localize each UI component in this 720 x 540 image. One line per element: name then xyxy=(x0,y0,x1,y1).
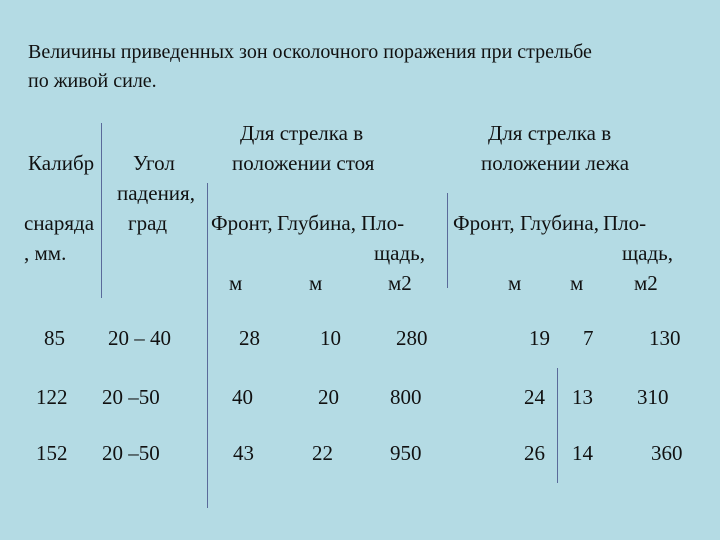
header-standing-line-2: положении стоя xyxy=(232,151,375,175)
title-line-1: Величины приведенных зон осколочного поражения при стрельбе xyxy=(28,41,592,63)
header-lying-unit-depth: м xyxy=(570,271,584,295)
cell-caliber: 85 xyxy=(44,326,65,350)
header-caliber-line-2: снаряда xyxy=(24,211,95,235)
cell-lying-area: 310 xyxy=(637,385,669,409)
cell-standing-front: 43 xyxy=(233,441,254,465)
header-lying-area-1: Пло- xyxy=(603,211,647,235)
cell-lying-front: 26 xyxy=(524,441,545,465)
header-lying-unit-front: м xyxy=(508,271,522,295)
cell-angle: 20 – 40 xyxy=(108,326,171,350)
header-angle-line-2: падения, xyxy=(117,181,195,205)
cell-standing-depth: 22 xyxy=(312,441,333,465)
cell-lying-area: 130 xyxy=(649,326,681,350)
header-angle-line-1: Угол xyxy=(133,151,175,175)
cell-lying-depth: 13 xyxy=(572,385,593,409)
header-lying-depth: Глубина, xyxy=(520,211,599,235)
cell-angle: 20 –50 xyxy=(102,441,160,465)
page-title xyxy=(28,38,708,96)
cell-standing-depth: 20 xyxy=(318,385,339,409)
divider-caliber xyxy=(101,123,102,298)
title-line-2: по живой силе. xyxy=(28,70,157,92)
cell-standing-area: 950 xyxy=(390,441,422,465)
cell-standing-depth: 10 xyxy=(320,326,341,350)
cell-lying-depth: 7 xyxy=(583,326,594,350)
divider-angle xyxy=(207,183,208,508)
cell-caliber: 122 xyxy=(36,385,68,409)
cell-standing-area: 800 xyxy=(390,385,422,409)
header-caliber-line-3: , мм. xyxy=(24,241,67,265)
cell-lying-area: 360 xyxy=(651,441,683,465)
cell-caliber: 152 xyxy=(36,441,68,465)
header-standing-area-2: щадь, xyxy=(374,241,426,265)
header-standing-unit-depth: м xyxy=(309,271,323,295)
header-lying-unit-area: м2 xyxy=(634,271,658,295)
divider-lying-lower xyxy=(557,368,558,483)
cell-lying-front: 19 xyxy=(529,326,550,350)
header-lying-area-2: щадь, xyxy=(622,241,674,265)
cell-standing-front: 40 xyxy=(232,385,253,409)
cell-lying-front: 24 xyxy=(524,385,545,409)
divider-standing xyxy=(447,193,448,288)
cell-standing-front: 28 xyxy=(239,326,260,350)
header-standing-unit-area: м2 xyxy=(388,271,412,295)
header-lying-front: Фронт, xyxy=(453,211,515,235)
header-standing-front: Фронт, xyxy=(211,211,273,235)
cell-standing-area: 280 xyxy=(396,326,428,350)
header-standing-area-1: Пло- xyxy=(361,211,405,235)
cell-angle: 20 –50 xyxy=(102,385,160,409)
cell-lying-depth: 14 xyxy=(572,441,593,465)
header-standing-unit-front: м xyxy=(229,271,243,295)
header-lying-line-2: положении лежа xyxy=(481,151,630,175)
header-lying-line-1: Для стрелка в xyxy=(488,121,612,145)
header-standing-depth: Глубина, xyxy=(277,211,356,235)
header-caliber-line-1: Калибр xyxy=(28,151,95,175)
header-standing-line-1: Для стрелка в xyxy=(240,121,364,145)
header-angle-line-3: град xyxy=(128,211,168,235)
